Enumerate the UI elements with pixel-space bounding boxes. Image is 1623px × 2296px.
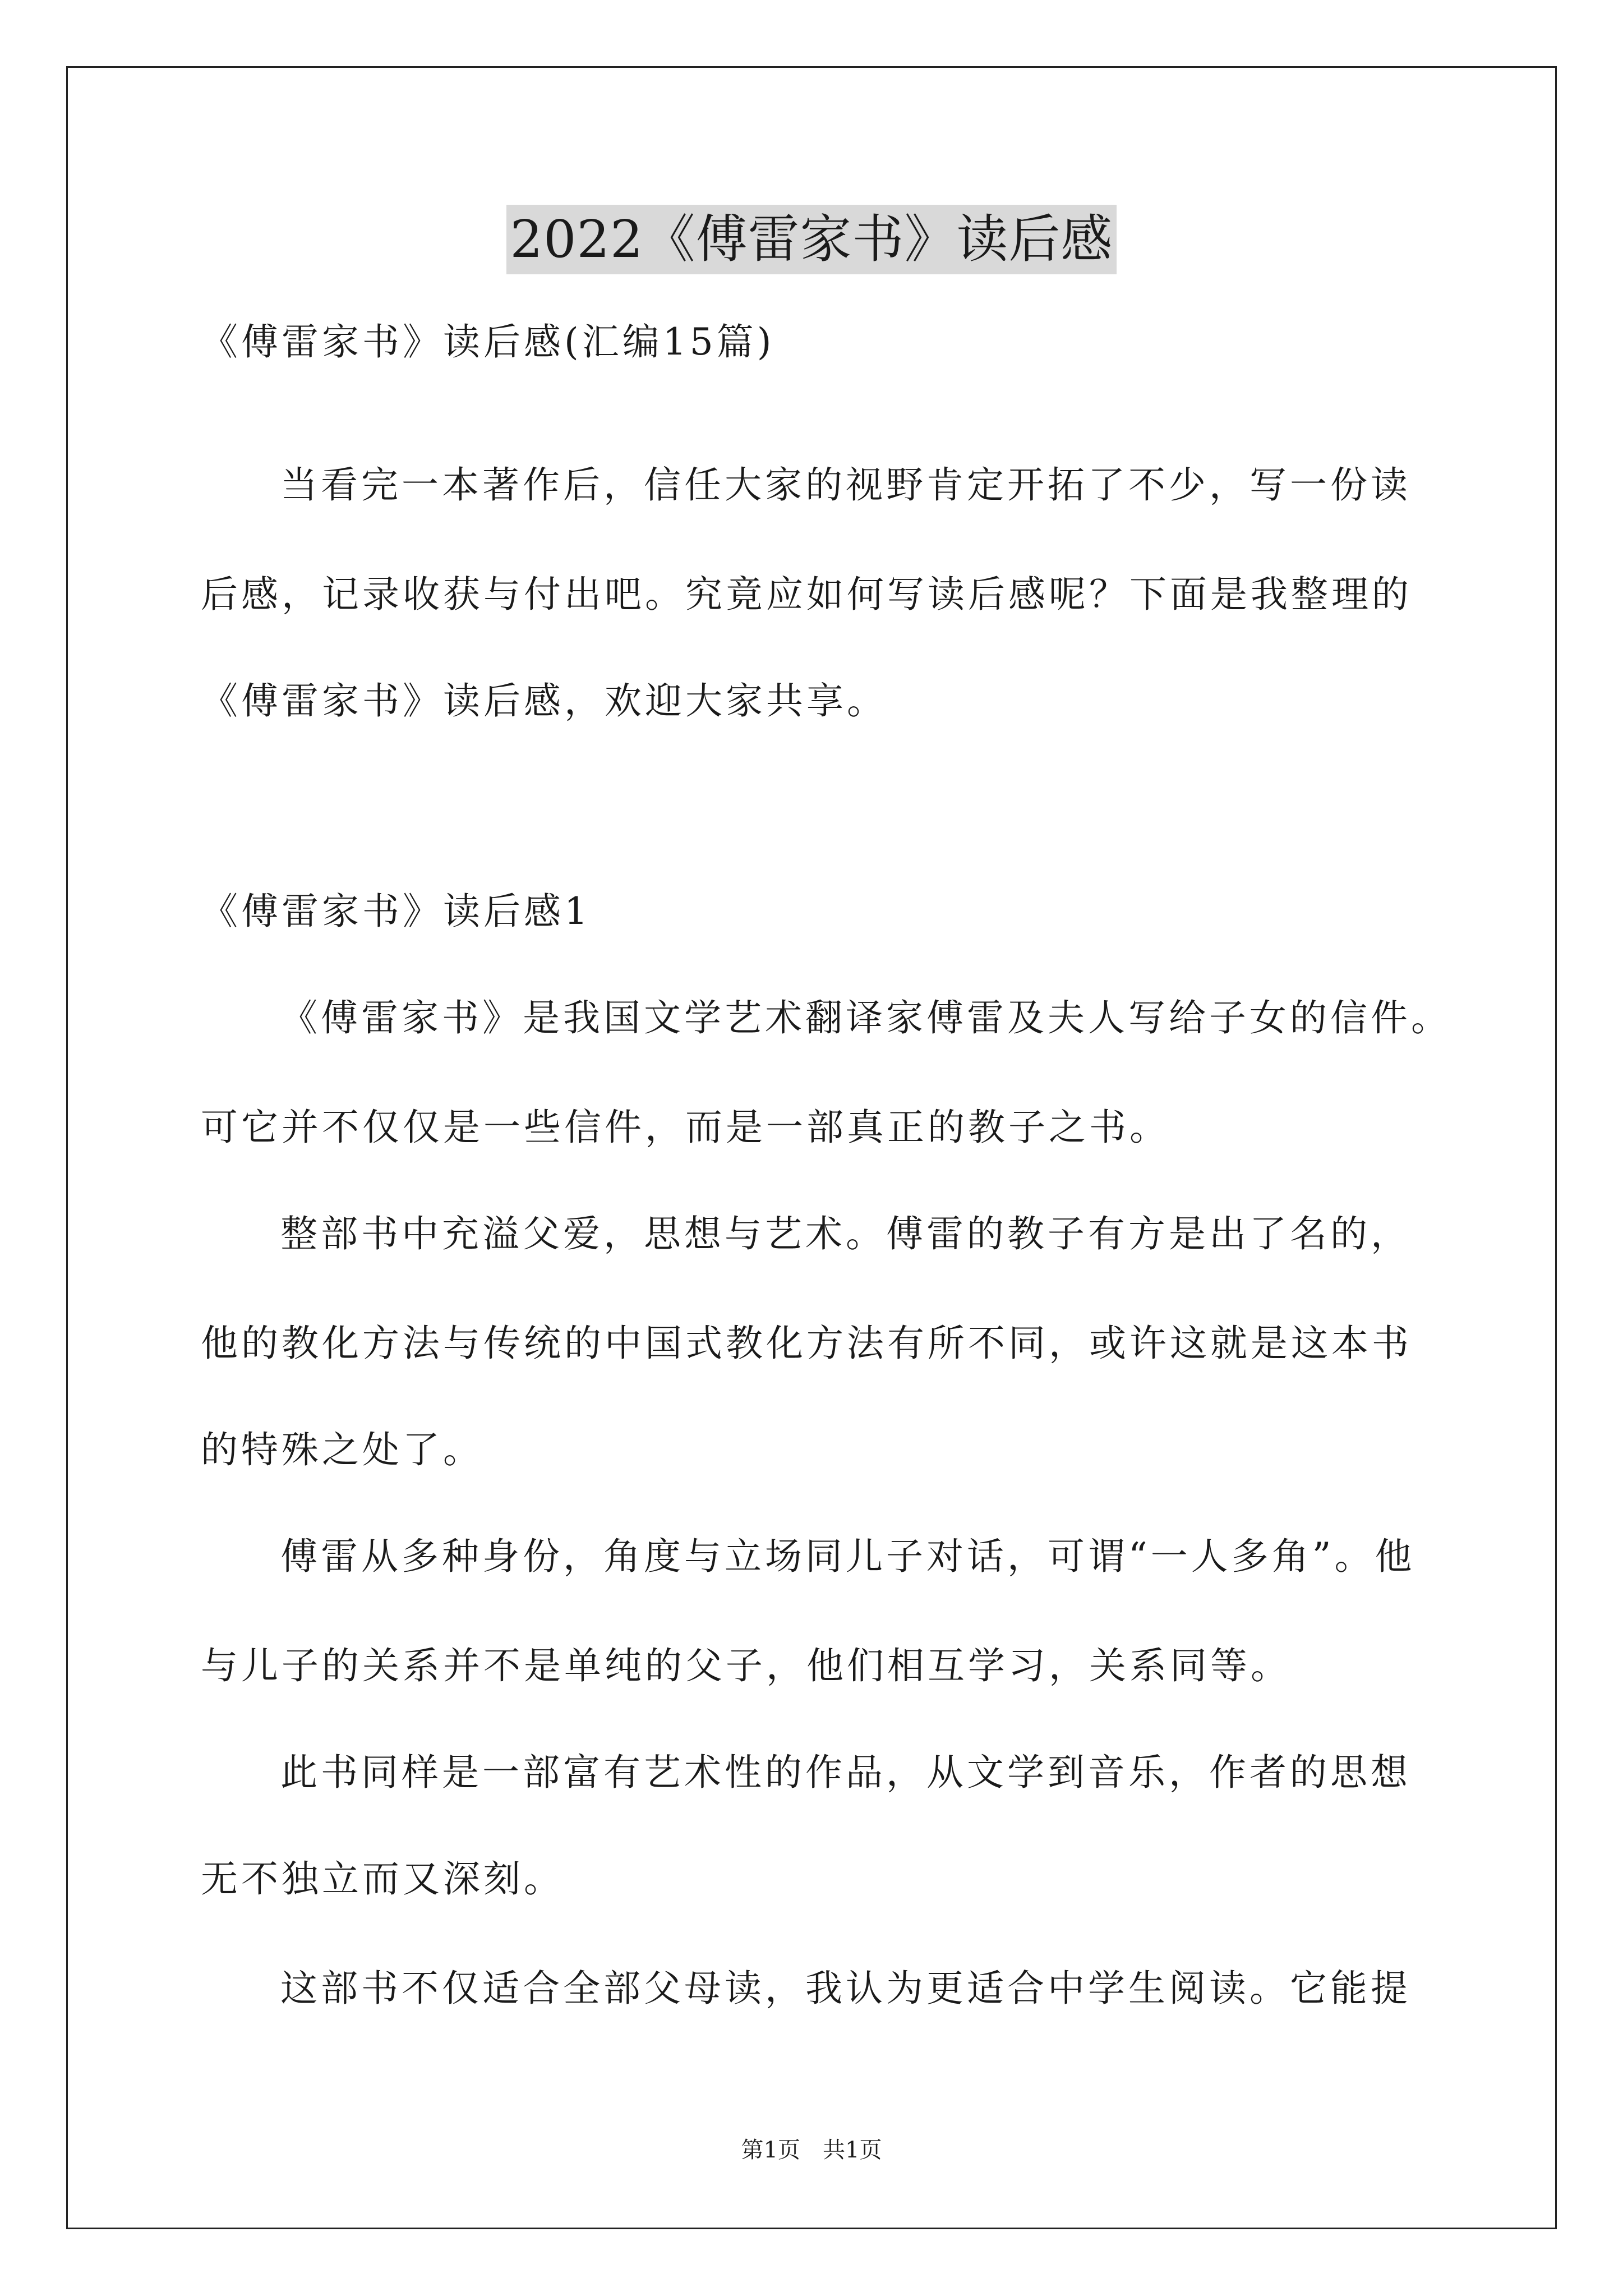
subtitle-line: 《傅雷家书》读后感(汇编15篇) (201, 320, 775, 364)
title-container (0, 205, 1623, 274)
text-line: 《傅雷家书》读后感，欢迎大家共享。 (201, 679, 887, 723)
text-line: 可它并不仅仅是一些信件，而是一部真正的教子之书。 (201, 1106, 1170, 1149)
text-line: 当看完一本著作后，信任大家的视野肯定开拓了不少，写一份读 (280, 463, 1411, 507)
text-line: 后感，记录收获与付出吧。究竟应如何写读后感呢？下面是我整理的 (201, 573, 1412, 616)
text-line: 的特殊之处了。 (201, 1428, 483, 1471)
text-line: 整部书中充溢父爱，思想与艺术。傅雷的教子有方是出了名的， (280, 1212, 1411, 1255)
text-line: 这部书不仅适合全部父母读，我认为更适合中学生阅读。它能提 (280, 1967, 1411, 2010)
text-line: 他的教化方法与传统的中国式教化方法有所不同，或许这就是这本书 (201, 1322, 1412, 1365)
page-footer: 第1页 共1页 (741, 2137, 882, 2163)
text-line: 傅雷从多种身份，角度与立场同儿子对话，可谓“一人多角”。他 (280, 1535, 1415, 1578)
text-line: 与儿子的关系并不是单纯的父子，他们相互学习，关系同等。 (201, 1644, 1291, 1687)
text-line: 无不独立而又深刻。 (201, 1857, 564, 1901)
text-line: 《傅雷家书》是我国文学艺术翻译家傅雷及夫人写给子女的信件。 (280, 996, 1451, 1039)
section-heading: 《傅雷家书》读后感1 (201, 890, 591, 933)
text-line: 此书同样是一部富有艺术性的作品，从文学到音乐，作者的思想 (280, 1751, 1411, 1794)
document-title: 2022《傅雷家书》读后感 (506, 205, 1116, 274)
